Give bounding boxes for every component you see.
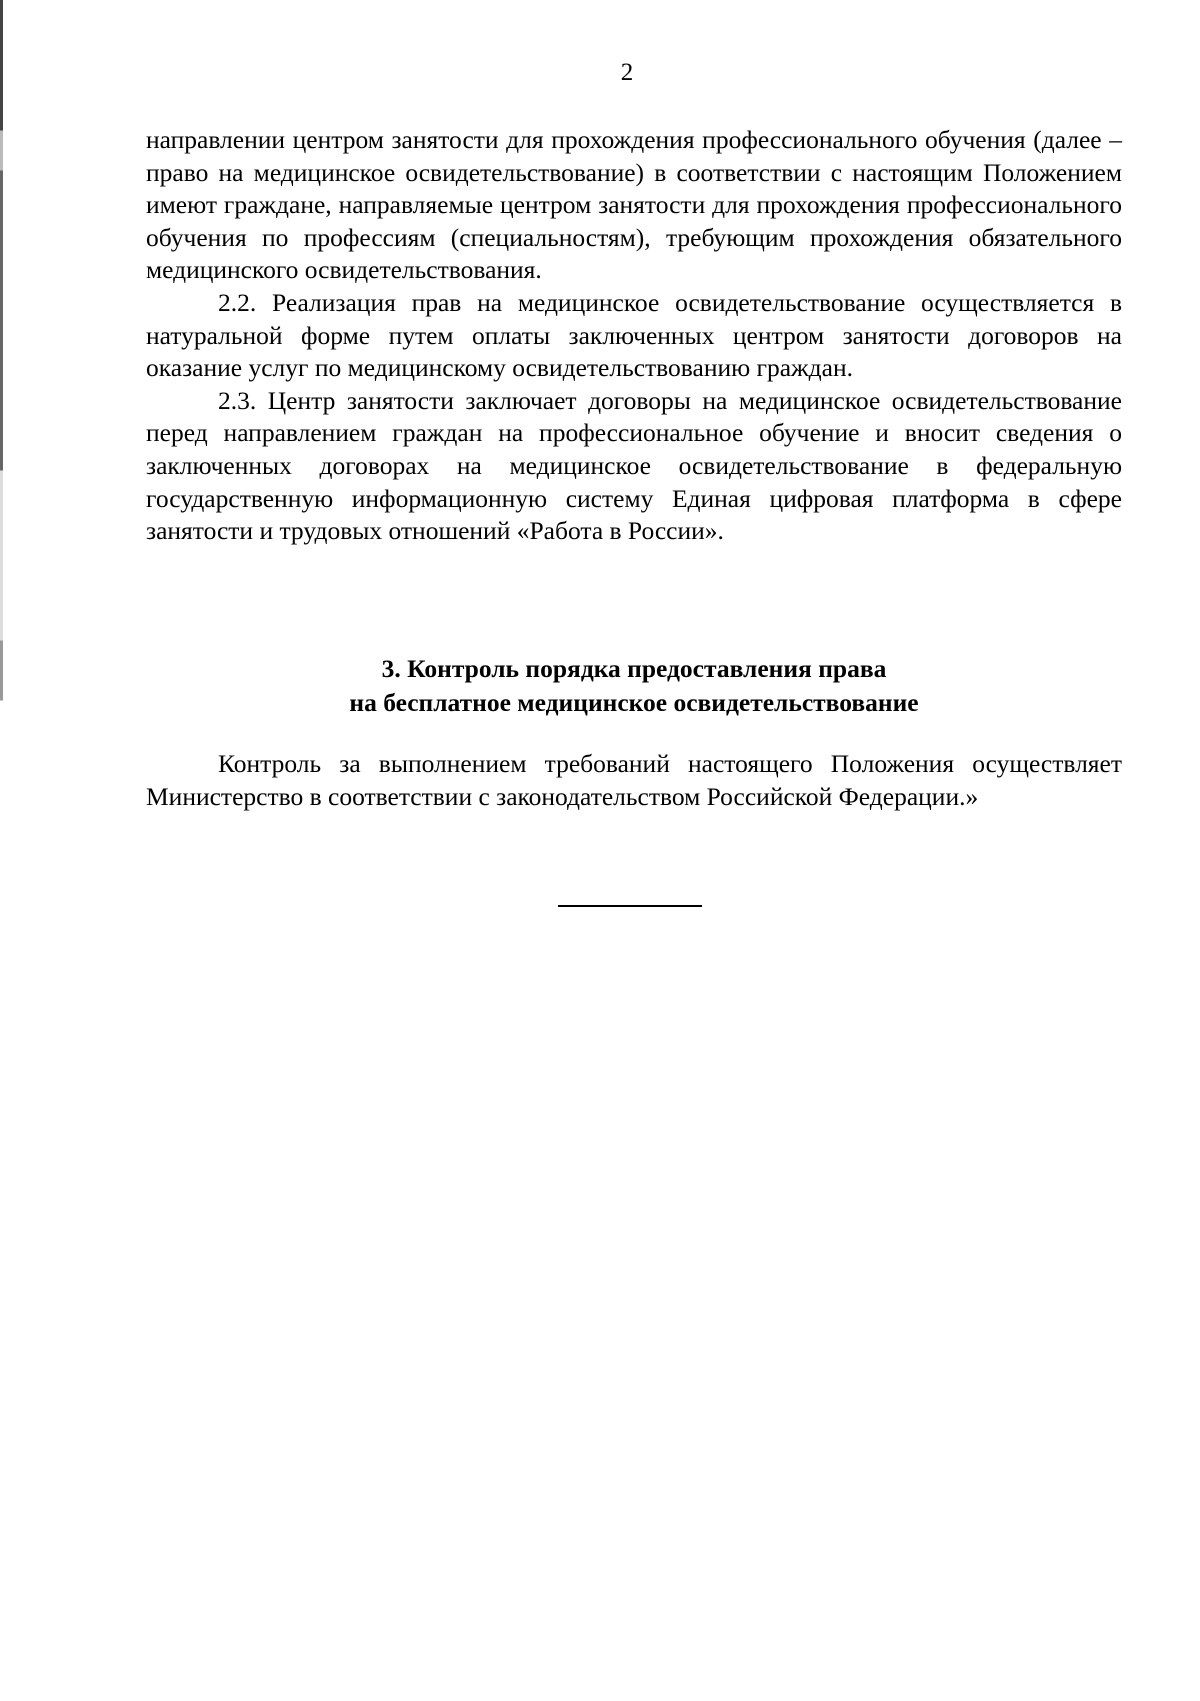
section-3-heading: [146, 652, 1122, 720]
section-3-heading-line-2: на бесплатное медицинское освидетельствование: [349, 688, 919, 717]
paragraph-item-2-3: 2.3. Центр занятости заключает договоры на медицинское освидетельствование перед направлением граждан на профессиональное обучение и вносит сведения о заключенных договорах на медицинское освидетельствование в федеральную государственную информационную систему Единая цифровая платформа в сфере занятости и трудовых отношений «Работа в России».: [146, 385, 1122, 546]
paragraph-continuation: направлении центром занятости для прохождения профессионального обучения (далее – право на медицинское освидетельствование) в соответствии с настоящим Положением имеют граждане, направляемые центром занятости для прохождения профессионального обучения по профессиям (специальностям), требующим прохождения обязательного медицинского освидетельствования.: [146, 125, 1122, 285]
section-2-body: [146, 124, 1122, 548]
scan-edge: [0, 0, 3, 1701]
section-3-body: [146, 748, 1122, 813]
section-3-heading-line-1: 3. Контроль порядка предоставления права: [381, 654, 887, 683]
end-of-document-rule: [558, 905, 702, 907]
paragraph-section-3: Контроль за выполнением требований настоящего Положения осуществляет Министерство в соответствии с законодательством Российской Федерации.»: [146, 749, 1122, 811]
paragraph-item-2-2: 2.2. Реализация прав на медицинское освидетельствование осуществляется в натуральной форме путем оплаты заключенных центром занятости договоров на оказание услуг по медицинскому освидетельствованию граждан.: [146, 287, 1122, 383]
page-number: 2: [620, 59, 634, 86]
